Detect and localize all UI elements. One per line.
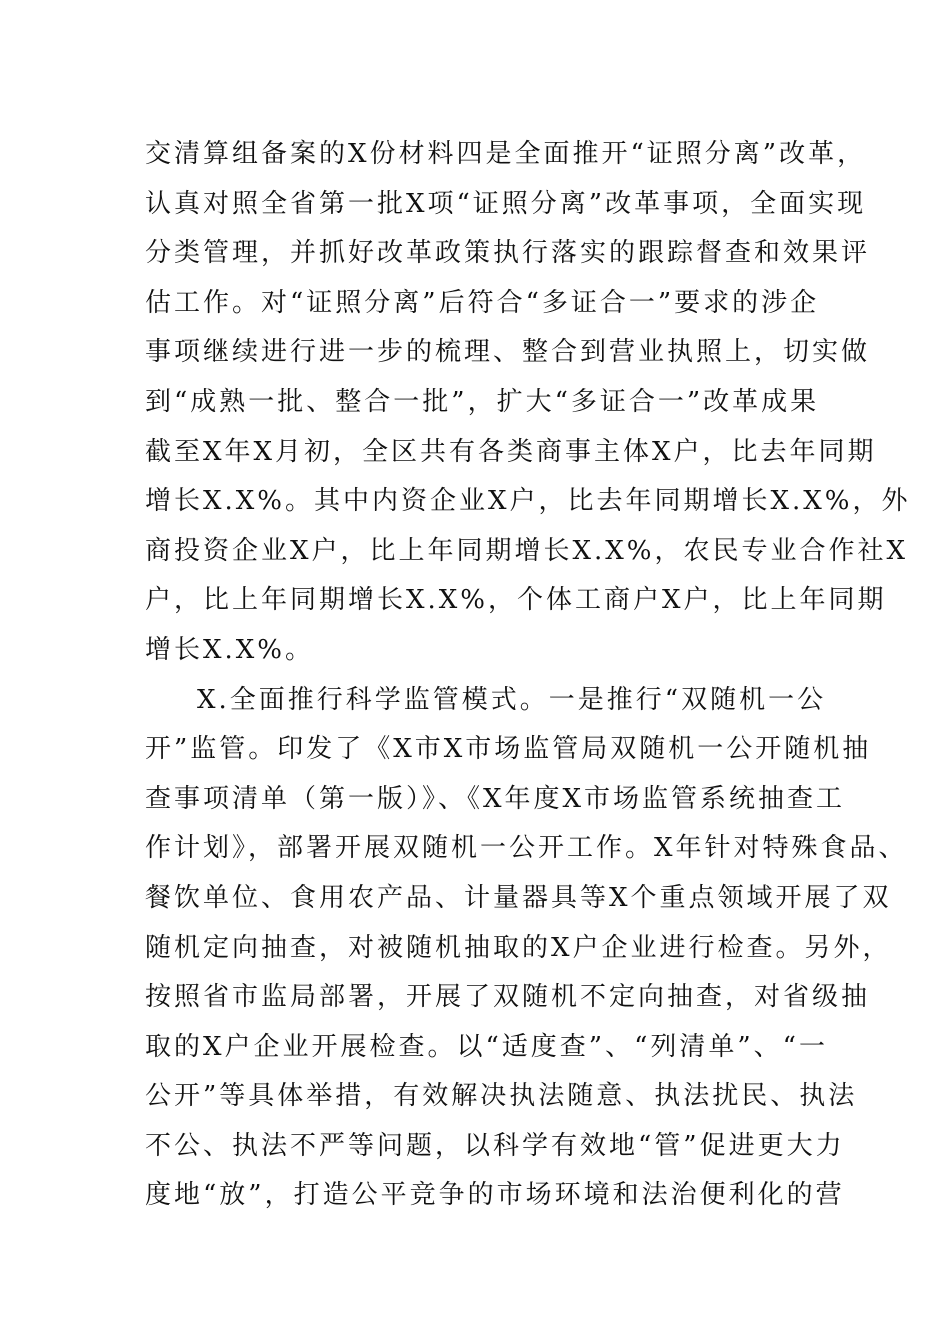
text-line: 增长X.X%。	[145, 634, 314, 665]
text-line: 餐饮单位、食用农产品、计量器具等X个重点领域开展了双	[145, 882, 892, 913]
text-line: 估工作。对“证照分离”后符合“多证合一”要求的涉企	[145, 287, 820, 318]
text-line: 到“成熟一批、整合一批”，扩大“多证合一”改革成果	[145, 386, 820, 417]
paragraph-start-line: X.全面推行科学监管模式。一是推行“双随机一公	[197, 684, 827, 715]
text-line: 取的X户企业开展检查。以“适度查”、“列清单”、“一	[145, 1031, 828, 1062]
text-line: 户，比上年同期增长X.X%，个体工商户X户，比上年同期	[145, 585, 887, 616]
text-line: 按照省市监局部署，开展了双随机不定向抽查，对省级抽	[145, 982, 871, 1013]
text-line: 公开”等具体举措，有效解决执法随意、执法扰民、执法	[145, 1081, 858, 1112]
text-line: 截至X年X月初，全区共有各类商事主体X户，比去年同期	[145, 436, 877, 467]
text-line: 交清算组备案的X份材料四是全面推开“证照分离”改革，	[145, 139, 867, 169]
body-text	[145, 130, 911, 1221]
text-line: 事项继续进行进一步的梳理、整合到营业执照上，切实做	[145, 337, 871, 368]
text-line: 分类管理，并抓好改革政策执行落实的跟踪督查和效果评	[145, 238, 871, 269]
text-line: 不公、执法不严等问题，以科学有效地“管”促进更大力	[145, 1130, 845, 1161]
text-line: 作计划》，部署开展双随机一公开工作。X年针对特殊食品、	[145, 833, 908, 864]
text-line: 增长X.X%。其中内资企业X户，比去年同期增长X.X%，外	[145, 486, 911, 517]
text-line: 认真对照全省第一批X项“证照分离”改革事项，全面实现	[145, 188, 867, 219]
text-line: 商投资企业X户，比上年同期增长X.X%，农民专业合作社X	[145, 535, 909, 566]
text-line: 查事项清单（第一版）》、《X年度X市场监管系统抽查工	[145, 783, 846, 814]
text-line: 随机定向抽查，对被随机抽取的X户企业进行检查。另外，	[145, 932, 892, 963]
text-line: 开”监管。印发了《X市X市场监管局双随机一公开随机抽	[145, 734, 872, 765]
text-line: 度地“放”，打造公平竞争的市场环境和法治便利化的营	[145, 1180, 845, 1211]
